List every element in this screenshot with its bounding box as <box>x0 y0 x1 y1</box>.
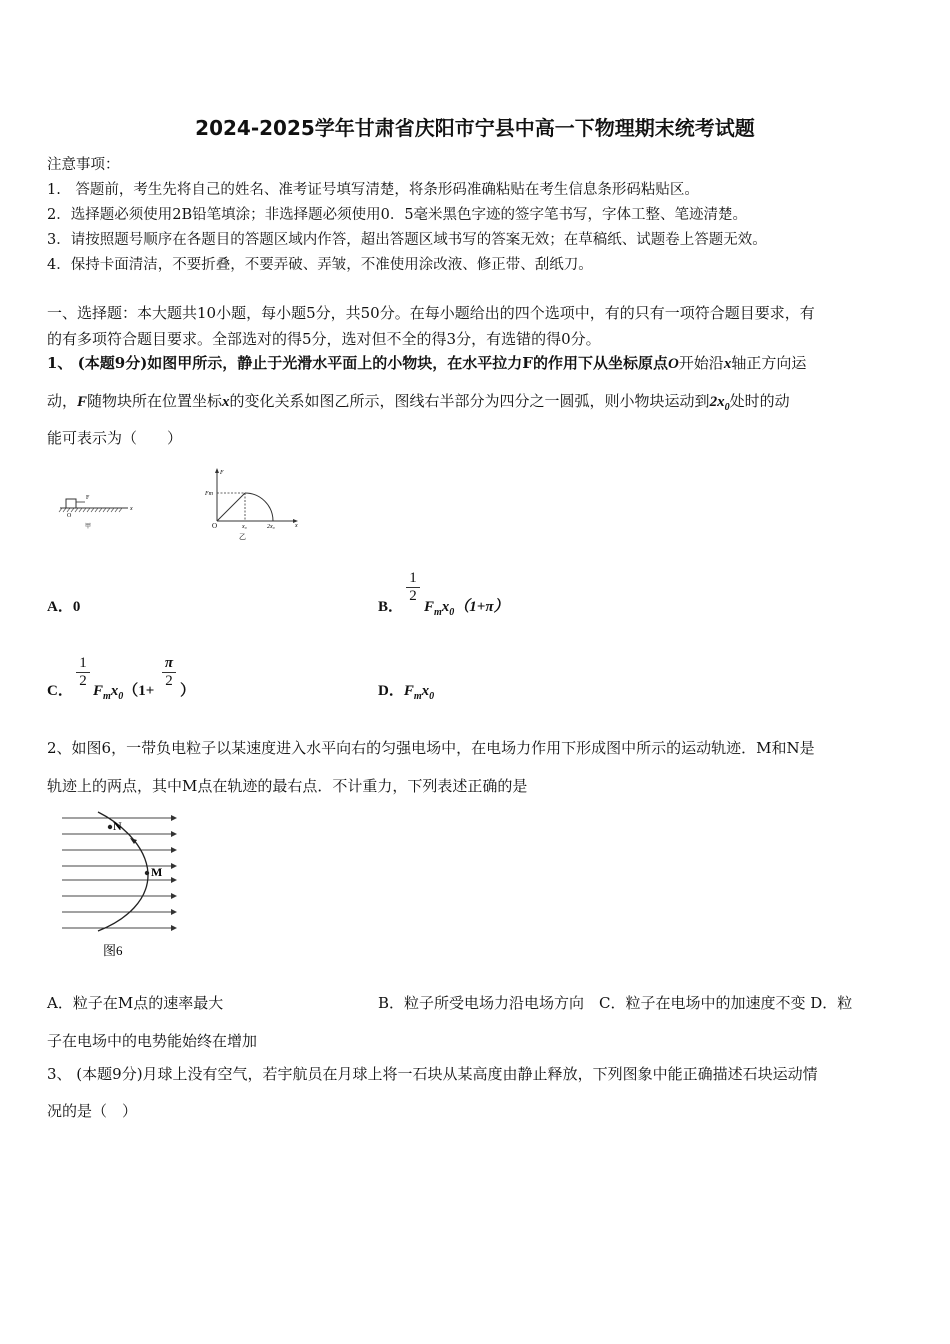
b-sub-m: m <box>434 607 442 618</box>
q1-figure-yi <box>200 466 305 542</box>
q1-x: x <box>723 356 732 372</box>
notice-item-2: 2．选择题必须使用2B铅笔填涂；非选择题必须使用0．5毫米黑色字迹的签字笔书写，字体工整、笔迹清楚。 <box>47 207 748 223</box>
q1-text-g: 处时的动 <box>729 392 790 410</box>
q2-line2: 轨迹上的两点，其中M点在轨迹的最右点．不计重力，下列表述正确的是 <box>47 777 528 795</box>
d-sub-0: 0 <box>429 691 435 702</box>
d-sub-m: m <box>413 691 422 702</box>
page-title: 2024-2025学年甘肃省庆阳市宁县中高一下物理期末统考试题 <box>195 116 755 140</box>
b-x: x <box>441 599 450 615</box>
c-pi-num: π <box>164 655 174 671</box>
fig-jia-x: x <box>130 506 133 512</box>
q1-option-c-label[interactable]: C． <box>47 683 73 699</box>
q1-option-c-expr <box>93 679 154 702</box>
notice-heading: 注意事项： <box>47 157 120 173</box>
q1-option-b-expr <box>424 595 509 618</box>
b-frac-num: 1 <box>409 570 417 586</box>
q1-option-c-fraction <box>76 655 90 690</box>
c-frac-num: 1 <box>79 655 87 671</box>
q3-line2: 况的是（ ） <box>47 1102 138 1120</box>
c-sub-m: m <box>103 691 111 702</box>
fig-jia-O: O <box>67 513 72 519</box>
fig-yi-F: F <box>220 470 224 476</box>
q1-F: F <box>77 394 88 410</box>
fig6-N: N <box>113 819 122 833</box>
fig-yi-caption: 乙 <box>239 533 246 541</box>
q1-option-b-label[interactable]: B． <box>378 599 404 615</box>
c-frac-den: 2 <box>76 672 90 690</box>
q1-x2: x <box>222 394 230 410</box>
c-F: F <box>93 683 104 699</box>
q2-figure-6 <box>58 808 188 963</box>
trajectory-curve <box>98 812 148 931</box>
q1-text-f: 的变化关系如图乙所示，图线右半部分为四分之一圆弧，则小物块运动到 <box>229 392 710 410</box>
b-frac-den: 2 <box>406 587 420 605</box>
fig-jia-F: F <box>86 495 90 501</box>
q1-text-c: 轴正方向运 <box>731 354 807 372</box>
fig-yi-x0: x₀ <box>242 524 247 530</box>
q2-option-bcd[interactable]: B．粒子所受电场力沿电场方向 C．粒子在电场中的加速度不变 D．粒 <box>378 994 853 1012</box>
q1-line3: 能可表示为（ ） <box>47 429 183 447</box>
q1-line2 <box>47 390 790 413</box>
q1-text-d: 动， <box>47 392 78 410</box>
fig-yi-O: O <box>212 522 218 530</box>
q1-2x0-sub: 0 <box>724 402 730 413</box>
q1-option-b-fraction <box>406 570 420 605</box>
notice-item-3: 3．请按照题号顺序在各题目的答题区域内作答，超出答题区域书写的答案无效；在草稿纸、试题卷上答题无效。 <box>47 232 767 248</box>
q2-line1: 2、如图6，一带负电粒子以某速度进入水平向右的匀强电场中，在电场力作用下形成图中所示的运动轨迹．M和N是 <box>47 739 815 757</box>
c-sub-0: 0 <box>118 691 124 702</box>
q1-option-a[interactable]: A．0 <box>47 599 81 615</box>
q1-text-e: 随物块所在位置坐标 <box>87 392 223 410</box>
c-mid: （1+ <box>123 683 155 699</box>
c-pi-den: 2 <box>162 672 176 690</box>
fig-jia-caption: 甲 <box>85 524 92 530</box>
q1-2x0: 2x <box>709 394 725 410</box>
q1-option-c-tail: ） <box>180 683 196 699</box>
notice-item-1: 1. 答题前，考生先将自己的姓名、准考证号填写清楚，将条形码准确粘贴在考生信息条形码粘贴区。 <box>47 182 699 198</box>
d-label: D． <box>378 683 404 699</box>
q1-O: O <box>667 356 679 372</box>
q3-line1: 3、 (本题9分)月球上没有空气，若宇航员在月球上将一石块从某高度由静止释放，下列图象中能正确描述石块运动情 <box>47 1065 818 1083</box>
b-tail: （1+π） <box>454 599 509 615</box>
q1-line1 <box>47 352 806 373</box>
q2-option-a[interactable]: A．粒子在M点的速率最大 <box>47 994 224 1012</box>
fig-yi-2x0: 2x₀ <box>267 524 275 530</box>
q2-option-d-continued: 子在电场中的电势能始终在增加 <box>47 1032 258 1050</box>
fig6-caption: 图6 <box>103 943 123 958</box>
section1-line1: 一、选择题：本大题共10小题，每小题5分，共50分。在每小题给出的四个选项中，有的只有一项符合题目要求，有 <box>47 304 815 322</box>
fig6-M: M <box>151 865 163 879</box>
c-x: x <box>110 683 119 699</box>
q1-text-a: 1、 (本题9分)如图甲所示，静止于光滑水平面上的小物块，在水平拉力F的作用下从坐标原点 <box>47 354 668 372</box>
b-F: F <box>424 599 435 615</box>
d-F: F <box>403 683 414 699</box>
q1-option-d[interactable] <box>378 679 434 702</box>
fig-yi-Fm: Fm <box>205 491 213 497</box>
block-shape <box>66 499 76 508</box>
section1-line2: 的有多项符合题目要求。全部选对的得5分，选对但不全的得3分，有选错的得0分。 <box>47 330 601 348</box>
b-sub-0: 0 <box>449 607 455 618</box>
fig-yi-x: x <box>295 523 298 529</box>
notice-item-4: 4．保持卡面清洁，不要折叠，不要弄破、弄皱，不准使用涂改液、修正带、刮纸刀。 <box>47 257 593 273</box>
q1-text-b: 开始沿 <box>678 354 724 372</box>
d-x: x <box>421 683 430 699</box>
q1-option-c-pi-fraction <box>162 655 176 690</box>
q1-figure-jia <box>58 488 138 530</box>
